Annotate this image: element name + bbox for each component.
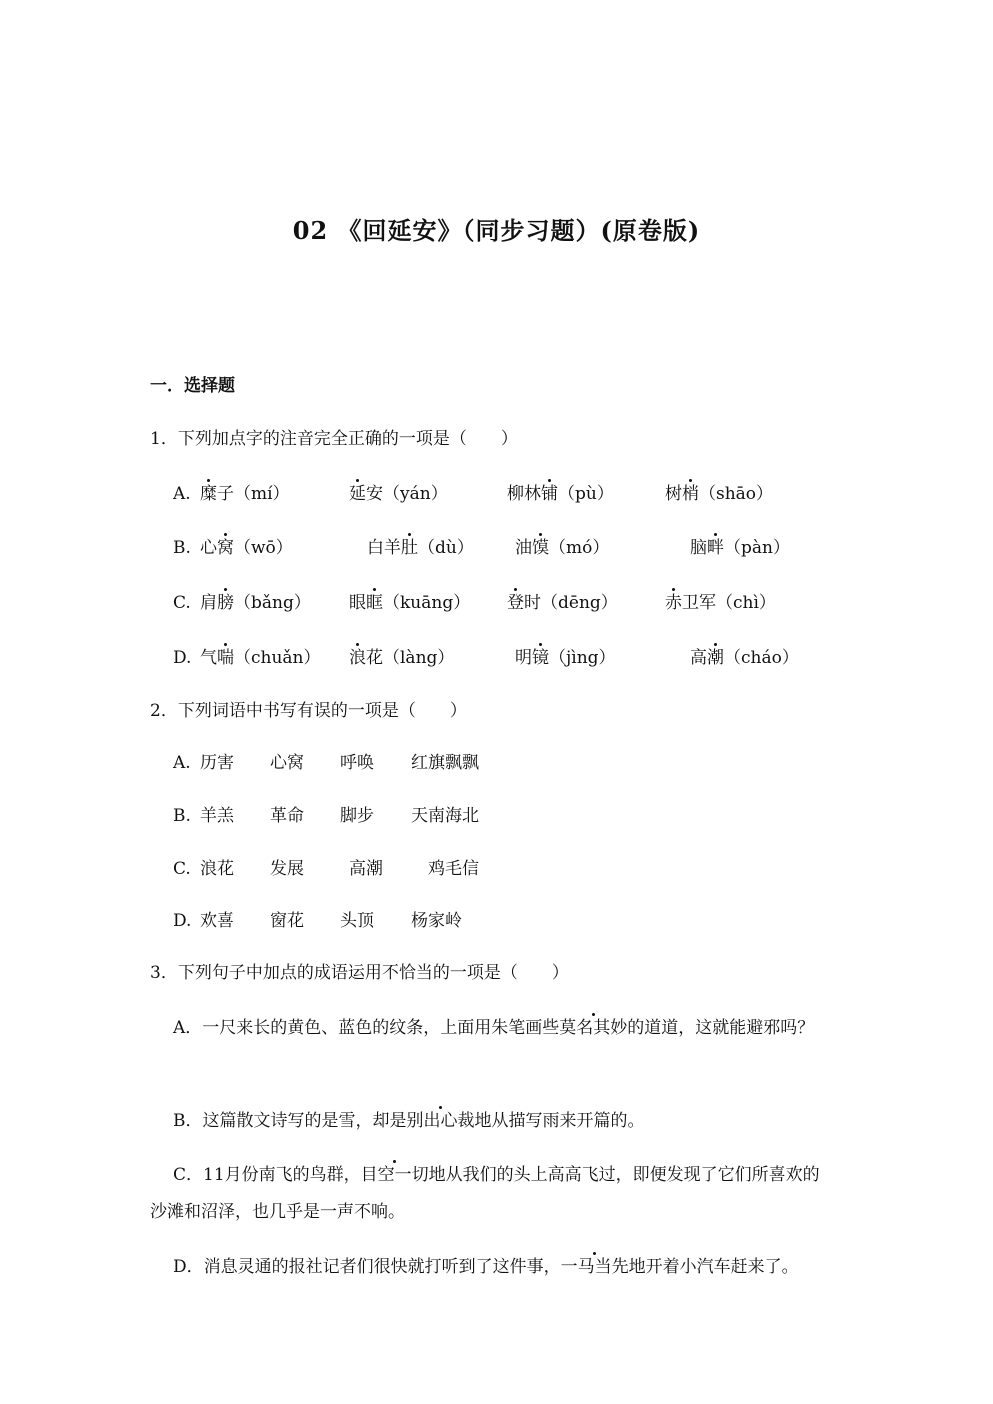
question-3-stem: 3．下列句子中加点的成语运用不恰当的一项是（ ） [150, 963, 569, 983]
dotted-char: 糜 [200, 484, 217, 504]
q1-option-d-item-3: 明镜（jìng） [515, 648, 616, 668]
question-1-stem: 1．下列加点字的注音完全正确的一项是（ ） [150, 429, 518, 449]
q2-option-b-word-1: 羊羔 [200, 806, 234, 826]
q1-option-b-item-2: 白羊肚（dù） [367, 538, 474, 558]
q2-option-d-word-3: 头顶 [340, 911, 374, 931]
dotted-char: 梢 [682, 484, 699, 504]
q3-option-c-continued: 沙滩和沼泽，也几乎是一声不响。 [150, 1202, 405, 1222]
dotted-char: 登 [507, 593, 524, 613]
dotted-idiom: 一马当先 [560, 1257, 629, 1277]
q3-option-b: B．这篇散文诗写的是雪，却是别出心裁地从描写雨来开篇的。 [173, 1111, 645, 1131]
q2-option-b-word-3: 脚步 [340, 806, 374, 826]
q2-option-b-word-4: 天南海北 [411, 806, 479, 826]
q1-option-d-item-2: 浪花（làng） [349, 648, 455, 668]
q2-option-a-label: A. [173, 753, 191, 773]
dotted-char: 眶 [366, 593, 383, 613]
q1-option-a-item-2: 延安（yán） [349, 484, 448, 504]
q2-option-a-word-2: 心窝 [270, 753, 304, 773]
dotted-char: 馍 [532, 538, 549, 558]
q3-option-a: A．一尺来长的黄色、蓝色的纹条，上面用朱笔画些莫名其妙的道道，这就能避邪吗？ [173, 1018, 815, 1038]
q2-option-a-word-1: 历害 [200, 753, 234, 773]
q2-option-c-word-2: 发展 [270, 859, 304, 879]
dotted-idiom: 别出心裁 [406, 1111, 475, 1131]
q1-option-d-item-4: 高潮（cháo） [690, 648, 799, 668]
dotted-char: 窝 [217, 538, 234, 558]
q2-option-c-word-3: 高潮 [349, 859, 383, 879]
q2-option-a-word-3: 呼唤 [340, 753, 374, 773]
dotted-char: 膀 [217, 593, 234, 613]
dotted-idiom: 目空一切 [360, 1165, 429, 1185]
q2-option-a-word-4: 红旗飘飘 [411, 753, 479, 773]
q2-option-c-label: C. [173, 859, 191, 879]
q1-option-b-item-4: 脑畔（pàn） [690, 538, 790, 558]
q1-option-b-label: B. [173, 538, 191, 558]
q1-option-a-item-4: 树梢（shāo） [665, 484, 774, 504]
dotted-char: 肚 [401, 538, 418, 558]
dotted-char: 铺 [541, 484, 558, 504]
q1-option-b-item-1: 心窝（wō） [200, 538, 293, 558]
q2-option-d-label: D. [173, 911, 192, 931]
q1-option-b-item-3: 油馍（mó） [515, 538, 610, 558]
q2-option-b-label: B. [173, 806, 191, 826]
q1-option-c-item-4: 赤卫军（chì） [665, 593, 776, 613]
q1-option-c-item-2: 眼眶（kuāng） [349, 593, 471, 613]
dotted-idiom: 莫名其妙 [559, 1018, 628, 1038]
section-heading: 一．选择题 [150, 376, 235, 396]
q1-option-a-item-1: 糜子（mí） [200, 484, 290, 504]
q2-option-b-word-2: 革命 [270, 806, 304, 826]
dotted-char: 赤 [665, 593, 682, 613]
q1-option-d-label: D. [173, 648, 192, 668]
dotted-char: 潮 [707, 648, 724, 668]
q3-option-d: D．消息灵通的报社记者们很快就打听到了这件事，一马当先地开着小汽车赶来了。 [173, 1257, 799, 1277]
q2-option-c-word-1: 浪花 [200, 859, 234, 879]
dotted-char: 镜 [532, 648, 549, 668]
q1-option-c-item-1: 肩膀（bǎng） [200, 593, 311, 613]
q1-option-c-item-3: 登时（dēng） [507, 593, 618, 613]
q2-option-d-word-2: 窗花 [270, 911, 304, 931]
q1-option-a-label: A. [173, 484, 191, 504]
dotted-char: 延 [349, 484, 366, 504]
q1-option-c-label: C. [173, 593, 191, 613]
q2-option-d-word-1: 欢喜 [200, 911, 234, 931]
page-title: 02 《回延安》（同步习题）(原卷版) [292, 216, 701, 245]
q2-option-d-word-4: 杨家岭 [411, 911, 462, 931]
q2-option-c-word-4: 鸡毛信 [428, 859, 479, 879]
dotted-char: 畔 [707, 538, 724, 558]
dotted-char: 喘 [217, 648, 234, 668]
dotted-char: 浪 [349, 648, 366, 668]
q1-option-a-item-3: 柳林铺（pù） [507, 484, 614, 504]
q1-option-d-item-1: 气喘（chuǎn） [200, 648, 321, 668]
q3-option-c: C．11月份南飞的鸟群，目空一切地从我们的头上高高飞过，即便发现了它们所喜欢的 [173, 1165, 820, 1185]
question-2-stem: 2．下列词语中书写有误的一项是（ ） [150, 701, 467, 721]
